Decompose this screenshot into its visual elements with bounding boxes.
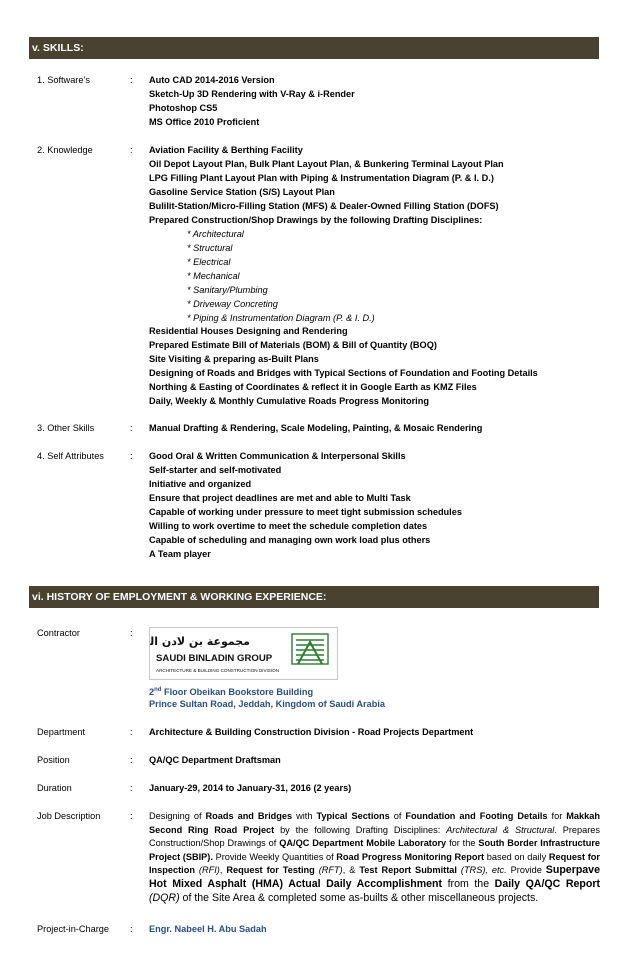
address-floor-number: 2 (149, 687, 155, 698)
sbg-logo-mark (150, 628, 337, 679)
department-label: Department (37, 727, 86, 737)
skills-heading: v. SKILLS: (29, 37, 599, 59)
knowledge-item: LPG Filling Plant Layout Plan with Piping & Instrumentation Diagram (P. & I. D.) (149, 173, 494, 183)
knowledge-item: Site Visiting & preparing as-Built Plans (149, 354, 319, 364)
position-label: Position (37, 755, 70, 765)
knowledge-item: Northing & Easting of Coordinates & reflect it in Google Earth as KMZ Files (149, 382, 477, 392)
address-line-2: Prince Sultan Road, Jeddah, Kingdom of Saudi Arabia (149, 699, 386, 709)
knowledge-item: Gasoline Service Station (S/S) Layout Plan (149, 187, 335, 197)
self-attribute-item: Capable of working under pressure to meet tight submission schedules (149, 507, 462, 517)
software-item: MS Office 2010 Proficient (149, 117, 260, 127)
project-in-charge-colon: : (130, 924, 133, 934)
software-item: Auto CAD 2014-2016 Version (149, 75, 275, 85)
discipline-item: * Driveway Concreting (187, 299, 278, 309)
knowledge-label: 2. Knowledge (37, 145, 93, 155)
logo-arabic: مجموعة بن لادن ال (150, 635, 250, 648)
software-label: 1. Software’s (37, 75, 90, 85)
discipline-item: * Architectural (187, 229, 244, 239)
software-colon: : (130, 75, 133, 85)
project-in-charge-label: Project-in-Charge (37, 924, 109, 934)
discipline-item: * Electrical (187, 257, 231, 267)
knowledge-item: Prepared Estimate Bill of Materials (BOM) & Bill of Quantity (BOQ) (149, 340, 437, 350)
department-colon: : (130, 727, 133, 737)
knowledge-item: Bulilit-Station/Micro-Filling Station (MFS) & Dealer-Owned Filling Station (DOFS) (149, 201, 499, 211)
knowledge-item: Residential Houses Designing and Rendering (149, 326, 348, 336)
job-description-colon: : (130, 811, 133, 821)
contractor-label: Contractor (37, 628, 80, 638)
duration-colon: : (130, 783, 133, 793)
duration-label: Duration (37, 783, 72, 793)
knowledge-colon: : (130, 145, 133, 155)
self-attribute-item: Initiative and organized (149, 479, 252, 489)
knowledge-item: Oil Depot Layout Plan, Bulk Plant Layout Plan, & Bunkering Terminal Layout Plan (149, 159, 504, 169)
history-heading: vi. HISTORY OF EMPLOYMENT & WORKING EXPERIENCE: (29, 586, 599, 608)
other-skills-colon: : (130, 423, 133, 433)
knowledge-item: Designing of Roads and Bridges with Typical Sections of Foundation and Footing Details (149, 368, 538, 378)
company-logo (149, 627, 338, 680)
self-attribute-item: Willing to work overtime to meet the schedule completion dates (149, 521, 428, 531)
knowledge-item: Prepared Construction/Shop Drawings by the following Drafting Disciplines: (149, 215, 483, 225)
discipline-item: * Structural (187, 243, 233, 253)
self-attribute-item: Good Oral & Written Communication & Interpersonal Skills (149, 451, 406, 461)
self-attribute-item: Self-starter and self-motivated (149, 465, 282, 475)
self-attribute-item: Ensure that project deadlines are met and able to Multi Task (149, 493, 411, 503)
address-ordinal: nd (154, 687, 162, 693)
self-attributes-label: 4. Self Attributes (37, 451, 104, 461)
job-description-label: Job Description (37, 811, 101, 821)
other-skills-value: Manual Drafting & Rendering, Scale Modeling, Painting, & Mosaic Rendering (149, 423, 483, 433)
discipline-item: * Sanitary/Plumbing (187, 285, 268, 295)
duration-value: January-29, 2014 to January-31, 2016 (2 years) (149, 783, 352, 793)
knowledge-item: Daily, Weekly & Monthly Cumulative Roads Progress Monitoring (149, 396, 429, 406)
contractor-colon: : (130, 628, 133, 638)
job-description-text: Designing of Roads and Bridges with Typical Sections of Foundation and Footing Details for Makkah Second Ring Road Project by the following Drafting Disciplines: Architectural & Structural. Prepares Construction/Shop Drawings of QA/QC Department Mobile Laboratory for the South Border Infrastructure Project (SBIP). Provide Weekly Quantities of Road Progress Monitoring Report based on daily Request for Inspection (RFI), Request for Testing (RFT), & Test Report Submittal (TRS), etc. Provide Superpave Hot Mixed Asphalt (HMA) Actual Daily Accomplishment from the Daily QA/QC Report (DQR) of the Site Area & completed some as-builts & other miscellaneous projects. (149, 811, 601, 904)
self-attribute-item: Capable of scheduling and managing own work load plus others (149, 535, 431, 545)
logo-name: SAUDI BINLADIN GROUP (156, 653, 273, 664)
self-attribute-item: A Team player (149, 549, 211, 559)
software-item: Photoshop CS5 (149, 103, 218, 113)
discipline-item: * Piping & Instrumentation Diagram (P. & I. D.) (187, 313, 375, 323)
self-attributes-colon: : (130, 451, 133, 461)
position-colon: : (130, 755, 133, 765)
project-in-charge-value: Engr. Nabeel H. Abu Sadah (149, 924, 267, 934)
knowledge-item: Aviation Facility & Berthing Facility (149, 145, 303, 155)
department-value: Architecture & Building Construction Division - Road Projects Department (149, 727, 474, 737)
logo-division: ARCHITECTURE & BUILDING CONSTRUCTION DIVISION (156, 668, 280, 673)
other-skills-label: 3. Other Skills (37, 423, 95, 433)
address-floor-text: Floor Obeikan Bookstore Building (161, 687, 314, 698)
logo-emblem-icon (292, 634, 328, 664)
position-value: QA/QC Department Draftsman (149, 755, 281, 765)
discipline-item: * Mechanical (187, 271, 240, 281)
software-item: Sketch-Up 3D Rendering with V-Ray & i-Render (149, 89, 355, 99)
